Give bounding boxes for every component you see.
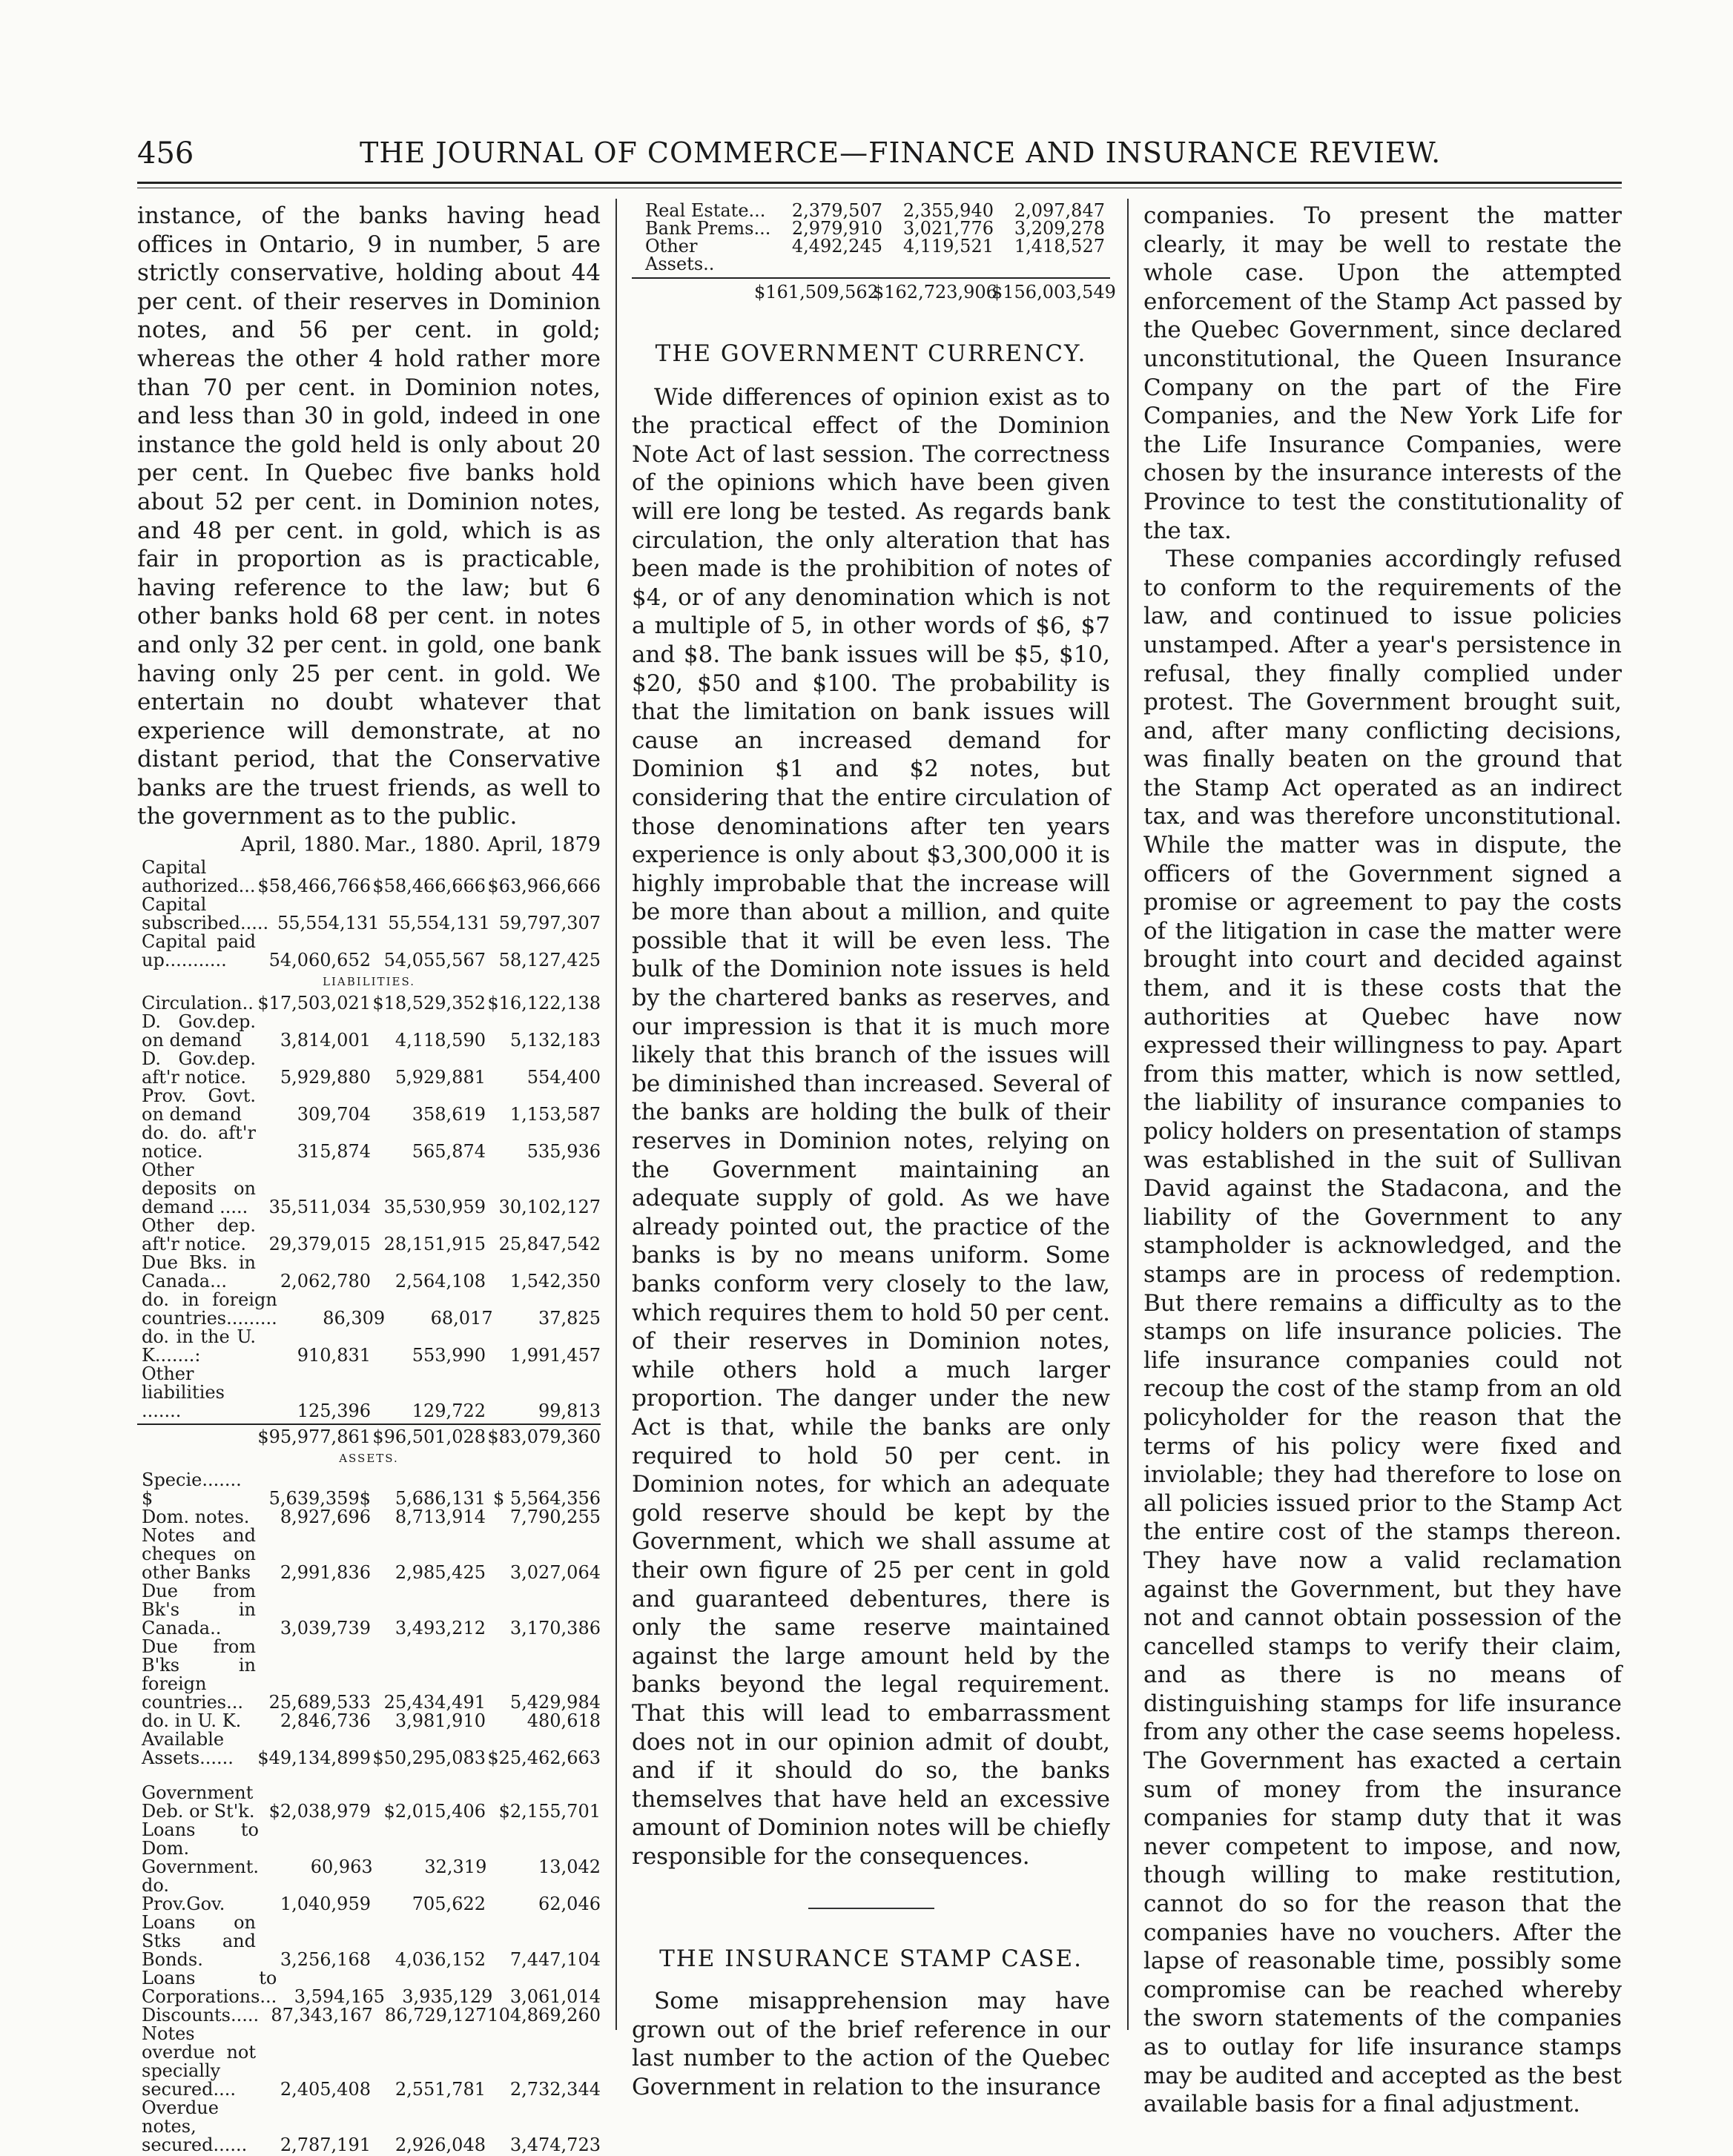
table-row (137, 994, 601, 1013)
bank-statement-table (137, 833, 601, 2156)
table-cell: $161,509,562 (754, 282, 879, 302)
table-row (137, 1508, 601, 1527)
table-cell: 2,926,048 (395, 2134, 486, 2156)
table-cell: 2,062,780 (280, 1271, 371, 1292)
table-cell: $18,529,352 (372, 993, 486, 1014)
table-cell: 3,493,212 (395, 1618, 486, 1639)
column-header: Mar., 1880. (364, 833, 481, 857)
table-cell: 3,935,129 (402, 1986, 493, 2008)
table-cell: 28,151,915 (383, 1234, 486, 1255)
table-cell: $156,003,549 (991, 282, 1116, 302)
journal-title: THE JOURNAL OF COMMERCE—FINANCE AND INSURANCE REVIEW. (360, 136, 1442, 169)
table-cell: $2,015,406 (383, 1801, 486, 1822)
table-cell: 3,021,776 (902, 218, 994, 239)
column-header: April, 1880. (240, 833, 360, 857)
table-cell: $96,501,028 (372, 1426, 486, 1448)
table-cell: 30,102,127 (498, 1197, 601, 1218)
table-cell: 35,511,034 (268, 1197, 371, 1218)
table-row (137, 1821, 601, 1876)
table-cell: $17,503,021 (257, 993, 371, 1014)
table-cell: $58,466,666 (372, 876, 486, 897)
row-label: do. Prov.Gov. (142, 1875, 225, 1915)
table-cell: 2,405,408 (280, 2079, 371, 2100)
table-cell: 5,686,131 (395, 1488, 486, 1509)
table-cell: 3,209,278 (1014, 218, 1105, 239)
table-row (137, 1582, 601, 1638)
table-header (137, 833, 601, 857)
table-cell: 2,732,344 (509, 2079, 601, 2100)
row-label: do. do. aft'r notice. (142, 1122, 256, 1163)
table-cell: 4,118,590 (395, 1030, 486, 1051)
table-cell: $49,134,899 (257, 1747, 371, 1769)
row-label: Notes and cheques on other Banks (142, 1525, 256, 1584)
table-cell: 358,619 (412, 1104, 486, 1125)
table-row (137, 1161, 601, 1217)
table-cell: 554,400 (526, 1067, 601, 1088)
table-row (137, 1914, 601, 1969)
table-cell: $16,122,138 (487, 993, 601, 1014)
table-cell: 129,722 (412, 1401, 486, 1422)
table-cell: 32,319 (424, 1856, 487, 1878)
table-cell: 3,981,910 (395, 1710, 486, 1732)
table-cell: 29,379,015 (268, 1234, 371, 1255)
table-cell: 8,927,696 (280, 1507, 371, 1528)
table-row (137, 1050, 601, 1087)
table-cell: 3,039,739 (280, 1618, 371, 1639)
table-cell: 3,170,386 (509, 1618, 601, 1639)
table-cell: 55,554,131 (388, 913, 490, 934)
table-cell: 3,256,168 (280, 1949, 371, 1971)
table-row (137, 1013, 601, 1050)
table-cell: 480,618 (526, 1710, 601, 1732)
table-cell: 5,929,881 (395, 1067, 486, 1088)
table-cell: 2,564,108 (395, 1271, 486, 1292)
table-cell: 68,017 (430, 1308, 493, 1329)
row-label: D. Gov.dep. aft'r notice. (142, 1048, 256, 1088)
row-label: Due Bks. in Canada... (142, 1252, 256, 1292)
table-cell: 99,813 (538, 1401, 601, 1422)
table-cell: 3,061,014 (509, 1986, 601, 2008)
row-label: Real Estate... (645, 200, 766, 221)
table-cell: 553,990 (412, 1345, 486, 1366)
row-label: Capital subscribed..... (142, 894, 269, 934)
page-number: 456 (137, 136, 194, 171)
row-label: Circulation.. (142, 993, 254, 1014)
assets-grand-total (632, 277, 1116, 302)
row-label: Loans to Corporations... (142, 1968, 277, 2008)
stamp-case-continuation: companies. To present the matter clearly, it may be well to restate the whole case. Upon the attempted enforcement of the Stamp Act passed by the Quebec Government, since declared unconstitutional, the Queen Insurance Company on the part of the Fire Companies, and the New York Life for the Life Insurance Companies, were chosen by the insurance interests of the Province to test the constitutionality of the tax. (1143, 202, 1622, 544)
table-row (137, 1712, 601, 1730)
table-cell: $83,079,360 (487, 1426, 601, 1448)
row-label: Other Assets.. (645, 236, 715, 274)
row-label: Loans on Stks and Bonds. (142, 1912, 256, 1971)
table-cell: 25,847,542 (498, 1234, 601, 1255)
table-cell: 2,979,910 (791, 218, 882, 239)
table-row (137, 859, 601, 896)
row-label: D. Gov.dep. on demand (142, 1011, 256, 1051)
row-label: do. in U. K. (142, 1710, 242, 1732)
column-divider-1 (615, 199, 617, 2030)
table-row (137, 1638, 601, 1712)
currency-heading: THE GOVERNMENT CURRENCY. (655, 340, 1087, 367)
table-cell: 5,429,984 (509, 1692, 601, 1713)
liabilities-heading: LIABILITIES. (323, 975, 415, 989)
table-row (137, 1969, 601, 2006)
row-label: Other liabilities ....... (142, 1363, 225, 1422)
table-cell: 13,042 (538, 1856, 601, 1878)
row-label: Capital paid up........... (142, 931, 256, 971)
table-cell: $162,723,906 (873, 282, 997, 302)
table-row (137, 2006, 601, 2025)
column-divider-2 (1127, 199, 1129, 2030)
table-cell: 1,153,587 (509, 1104, 601, 1125)
table-cell: 2,379,507 (791, 200, 882, 221)
table-cell: 58,127,425 (498, 950, 601, 971)
table-cell: $ 5,564,356 (492, 1488, 601, 1509)
table-cell: 4,119,521 (902, 236, 994, 257)
table-cell: 309,704 (297, 1104, 371, 1125)
table-cell: 1,991,457 (509, 1345, 601, 1366)
table-cell: 8,713,914 (395, 1507, 486, 1528)
table-cell: 2,355,940 (902, 200, 994, 221)
table-cell: 1,418,527 (1014, 236, 1105, 257)
table-row (137, 1876, 601, 1914)
table-cell: 3,594,165 (294, 1986, 385, 2008)
table-cell: 7,447,104 (509, 1949, 601, 1971)
row-label: Available Assets...... (142, 1729, 234, 1769)
table-row (137, 1365, 601, 1421)
table-cell: 4,036,152 (395, 1949, 486, 1971)
table-cell: 125,396 (297, 1401, 371, 1422)
row-label: Other deposits on demand ..... (142, 1160, 256, 1218)
row-label: Due from Bk's in Canada.. (142, 1581, 256, 1639)
row-label: Overdue notes, secured...... (142, 2097, 248, 2156)
table-row (137, 1217, 601, 1254)
table-cell: 25,689,533 (268, 1692, 371, 1713)
stamp-case-article-body: Some misapprehension may have grown out of the brief reference in our last number to the action of the Quebec Government in relation to the insurance (632, 1988, 1110, 2100)
table-cell: 86,309 (323, 1308, 386, 1329)
table-cell: 910,831 (297, 1345, 371, 1366)
table-row (137, 933, 601, 970)
header-rule (137, 182, 1622, 184)
table-cell: 3,027,064 (509, 1562, 601, 1584)
table-cell: $50,295,083 (372, 1747, 486, 1769)
table-cell: 59,797,307 (498, 913, 601, 934)
table-cell: $2,038,979 (268, 1801, 371, 1822)
assets-continuation-table (632, 200, 1116, 302)
table-cell: 2,787,191 (280, 2134, 371, 2156)
row-label: Notes overdue not specially secured.... (142, 2023, 256, 2100)
table-cell: 5,929,880 (280, 1067, 371, 1088)
table-cell: 25,434,491 (383, 1692, 486, 1713)
stamp-case-heading: THE INSURANCE STAMP CASE. (659, 1945, 1083, 1973)
table-row (632, 202, 1110, 219)
table-cell: 37,825 (538, 1308, 601, 1329)
column-header: April, 1879 (487, 833, 601, 857)
stamp-case-paragraph: These companies accordingly refused to conform to the requirements of the law, and continued to issue policies unstamped. After a year's persistence in refusal, they finally complied under protest. The Government brought suit, and, after many conflicting decisions, was finally beaten on the ground that the Stamp Act operated as an indirect tax, and was therefore unconstitutional. While the matter was in dispute, the officers of the Government signed a promise or agreement to pay the costs of the litigation in case the matter were brought into court and decided against them, and it is these costs that the authorities at Quebec have now expressed their willingness to pay. Apart from this matter, which is now settled, the liability of insurance companies to policy holders on presentation of stamps was established in the suit of Sullivan David against the Stadacona, and the liability of the Government to any stampholder is acknowledged, and the stamps are in process of redemption. But there remains a difficulty as to the stamps on life insurance policies. The life insurance companies could not recoup the cost of the stamp from an old policyholder for the reason that the terms of his policy were fixed and inviolable; they had therefore to lose on all policies issued prior to the Stamp Act the entire cost of the stamps thereon. They have now a valid reclamation against the Government, but they have not and cannot obtain possession of the cancelled stamps to verify their claim, and as there is no means of distinguishing stamps for life insurance from any other the case seems hopeless. The Government has exacted a certain sum of money from the insurance companies for stamp duty that it was never competent to impose, and now, though willing to make restitution, cannot do so for the reason that the companies have no vouchers. After the lapse of reasonable time, possibly some compromise can be reached whereby the sworn statements of the companies as to outlay for life insurance stamps may be audited and accepted as the best available basis for a final adjustment. (1143, 546, 1622, 2118)
table-cell: 1,040,959 (280, 1894, 371, 1915)
table-row (137, 1291, 601, 1328)
table-cell: 35,530,959 (383, 1197, 486, 1218)
table-cell: $2,155,701 (498, 1801, 601, 1822)
table-row (632, 237, 1110, 273)
row-label: Due from B'ks in foreign countries... (142, 1636, 256, 1713)
table-cell: 3,814,001 (280, 1030, 371, 1051)
table-row (137, 896, 601, 933)
column-2 (632, 200, 1116, 2101)
table-cell: 705,622 (412, 1894, 486, 1915)
row-label: Other dep. aft'r notice. (142, 1215, 256, 1255)
table-row (137, 1087, 601, 1124)
row-label: Specie....... $ (142, 1469, 242, 1509)
column-3 (1143, 202, 1622, 2119)
table-cell: 60,963 (310, 1856, 373, 1878)
assets-heading: ASSETS. (339, 1452, 399, 1466)
table-cell: 87,343,167 (271, 2005, 373, 2026)
table-row (137, 2025, 601, 2099)
table-cell: 535,936 (526, 1141, 601, 1163)
row-label: Discounts..... (142, 2005, 260, 2026)
table-row (632, 219, 1110, 237)
table-row (137, 1124, 601, 1161)
table-cell: $25,462,663 (487, 1747, 601, 1769)
table-cell: 315,874 (297, 1141, 371, 1163)
currency-article-body: Wide differences of opinion exist as to the practical effect of the Dominion Note Act of last session. The correctness of the opinions which have been given will ere long be tested. As regards bank circulation, the only alteration that has been made is the prohibition of notes of $4, or of any denomination which is not a multiple of 5, in other words of $6, $7 and $8. The bank issues will be $5, $10, $20, $50 and $100. The probability is that the limitation on bank issues will cause an increased demand for Dominion $1 and $2 notes, but considering that the entire circulation of those denominations after ten years experience is only about $3,300,000 it is highly improbable that the increase will be more than about a million, and quite possible that it will be even less. The bulk of the Dominion note issues is held by the chartered banks as reserves, and our impression is that it is much more likely that this branch of the issues will be diminished than increased. Several of the banks are holding the bulk of their reserves in Dominion notes, relying on the Government maintaining an adequate supply of gold. As we have already pointed out, the practice of the banks is by no means uniform. Some banks conform very closely to the law, which requires them to hold 50 per cent. of their reserves in Dominion notes, while others hold a much larger proportion. The danger under the new Act is that, while the banks are only required to hold 50 per cent. in Dominion notes, for which an adequate gold reserve should be kept by the Government, which we shall assume at their own figure of 25 per cent in gold and guaranteed debentures, there is only the same reserve maintained against the large amount held by the banks beyond the legal requirement. That this will lead to embarrassment does not in our opinion admit of doubt, and if it should do so, the banks themselves that have held an excessive amount of Dominion notes will be chiefly responsible for the consequences. (632, 383, 1110, 1870)
row-label: Government Deb. or St'k. (142, 1782, 255, 1822)
table-cell: 3,474,723 (509, 2134, 601, 2156)
row-label: Prov. Govt. on demand (142, 1085, 256, 1125)
table-cell: 86,729,127 (384, 2005, 487, 2026)
row-label: Dom. notes. (142, 1507, 250, 1528)
column-1 (137, 202, 601, 2155)
table-cell: 62,046 (538, 1894, 601, 1915)
table-row (137, 1784, 601, 1821)
table-cell: 2,991,836 (280, 1562, 371, 1584)
table-cell: 2,551,781 (395, 2079, 486, 2100)
table-cell: 104,869,260 (487, 2005, 601, 2026)
table-cell: 2,846,736 (280, 1710, 371, 1732)
page-header (137, 136, 1613, 173)
row-label: Bank Prems... (645, 218, 771, 239)
table-row (137, 1328, 601, 1365)
table-cell: 2,985,425 (395, 1562, 486, 1584)
table-row (137, 1730, 601, 1768)
table-row (137, 1254, 601, 1291)
table-cell: $63,966,666 (487, 876, 601, 897)
liabilities-total-row (137, 1423, 601, 1446)
banks-article-continuation: instance, of the banks having head offices in Ontario, 9 in number, 5 are strictly conservative, holding about 44 per cent. of their reserves in Dominion notes, and 56 per cent. in gold; whereas the other 4 hold rather more than 70 per cent. in Dominion notes, and less than 30 in gold, indeed in one instance the gold held is only about 20 per cent. In Quebec five banks hold about 52 per cent. in Dominion notes, and 48 per cent. in gold, which is as fair in proportion as is practicable, having reference to the law; but 6 other banks hold 68 per cent. in notes and only 32 per cent. in gold, one bank having only 25 per cent. in gold. We entertain no doubt whatever that experience will demonstrate, at no distant period, that the Conservative banks are the truest friends, as well to the government as to the public. (137, 202, 601, 830)
table-cell: $95,977,861 (257, 1426, 371, 1448)
table-row (137, 1471, 601, 1508)
row-label: Loans to Dom. Government. (142, 1819, 260, 1878)
table-cell: 7,790,255 (509, 1507, 601, 1528)
table-row (137, 1527, 601, 1582)
table-cell: 2,097,847 (1014, 200, 1105, 221)
table-cell: 5,639,359$ (268, 1488, 371, 1509)
table-cell: 55,554,131 (277, 913, 380, 934)
row-label: Capital authorized... (142, 857, 256, 897)
row-label: do. in the U. K.......: (142, 1326, 256, 1366)
table-cell: 565,874 (412, 1141, 486, 1163)
table-row (137, 2099, 601, 2155)
table-cell: 5,132,183 (509, 1030, 601, 1051)
table-cell: $58,466,766 (257, 876, 371, 897)
table-cell: 4,492,245 (791, 236, 882, 257)
table-cell: 54,055,567 (383, 950, 486, 971)
table-cell: 54,060,652 (268, 950, 371, 971)
table-cell: 1,542,350 (509, 1271, 601, 1292)
row-label: do. in foreign countries......... (142, 1289, 277, 1329)
